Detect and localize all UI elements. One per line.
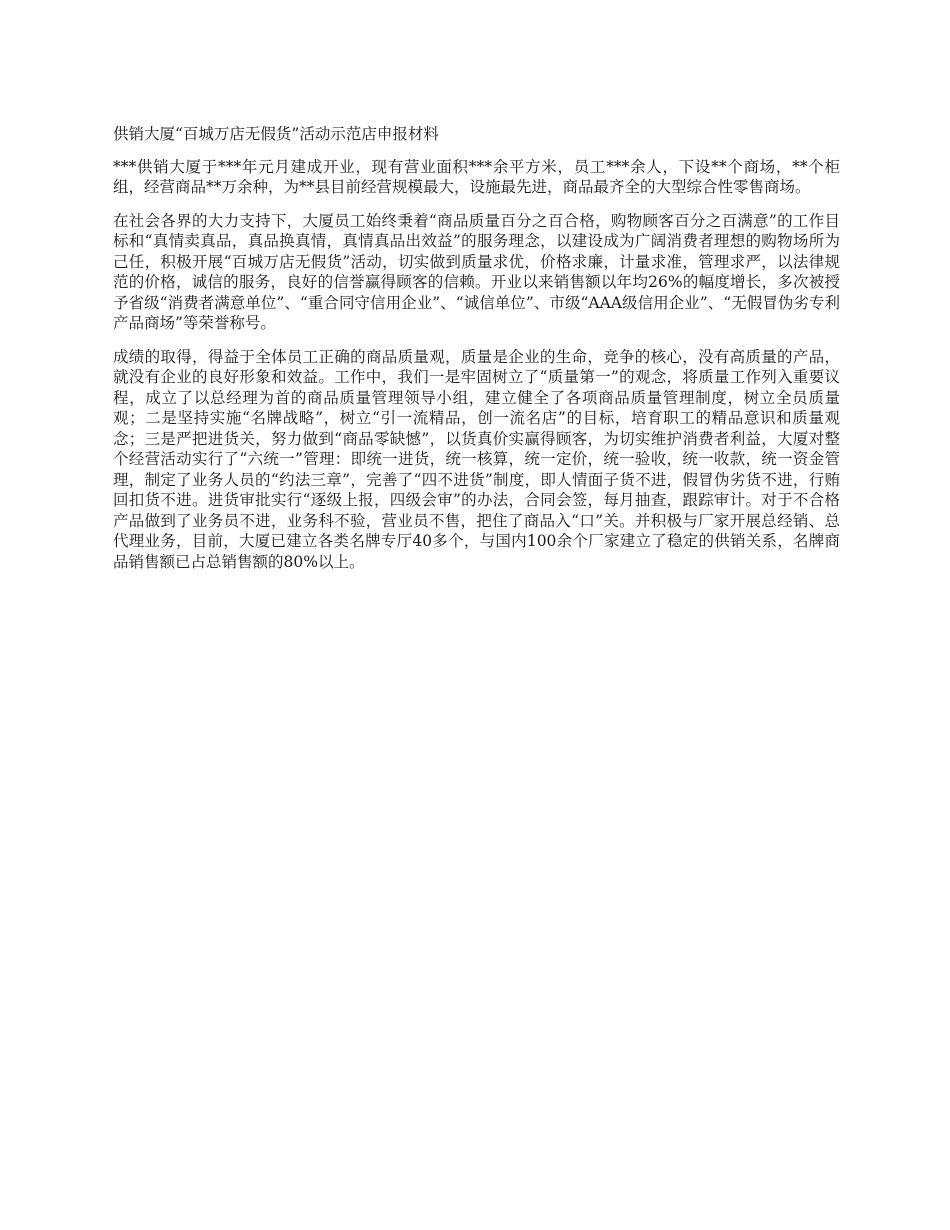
paragraph-achievements: 在社会各界的大力支持下，大厦员工始终秉着“商品质量百分之百合格，购物顾客百分之百满意”的工作目标和“真情卖真品，真品换真情，真情真品出效益”的服务理念，以建设成为广阔消费者理想的购物场所为己任，积极开展“百城万店无假货”活动，切实做到质量求优，价格求廉，计量求准，管理求严，以法律规范的价格，诚信的服务，良好的信誉赢得顾客的信赖。开业以来销售额以年均26%的幅度增长，多次被授予省级“消费者满意单位”、“重合同守信用企业”、“诚信单位”、市级“AAA级信用企业”、“无假冒伪劣专利产品商场”等荣誉称号。: [113, 211, 840, 332]
paragraph-intro: ***供销大厦于***年元月建成开业，现有营业面积***余平方米，员工***余人，下设**个商场，**个柜组，经营商品**万余种，为**县目前经营规模最大，设施最先进，商品最齐全的大型综合性零售商场。: [113, 157, 840, 196]
document-title: 供销大厦“百城万店无假货”活动示范店申报材料: [113, 125, 439, 143]
document-body: [113, 124, 840, 585]
paragraph-quality-management: 成绩的取得，得益于全体员工正确的商品质量观，质量是企业的生命，竞争的核心，没有高质量的产品，就没有企业的良好形象和效益。工作中，我们一是牢固树立了“质量第一”的观念，将质量工作列入重要议程，成立了以总经理为首的商品质量管理领导小组，建立健全了各项商品质量管理制度，树立全员质量观；二是坚持实施“名牌战略”，树立“引一流精品，创一流名店”的目标，培育职工的精品意识和质量观念；三是严把进货关，努力做到“商品零缺憾”，以货真价实赢得顾客，为切实维护消费者利益，大厦对整个经营活动实行了“六统一”管理：即统一进货，统一核算，统一定价，统一验收，统一收款，统一资金管理，制定了业务人员的“约法三章”，完善了“四不进货”制度，即人情面子货不进，假冒伪劣货不进，行贿回扣货不进。进货审批实行“逐级上报，四级会审”的办法，合同会签，每月抽查，跟踪审计。对于不合格产品做到了业务员不进，业务科不验，营业员不售，把住了商品入“口”关。并积极与厂家开展总经销、总代理业务，目前，大厦已建立各类名牌专厅40多个，与国内100余个厂家建立了稳定的供销关系，名牌商品销售额已占总销售额的80%以上。: [113, 347, 840, 571]
